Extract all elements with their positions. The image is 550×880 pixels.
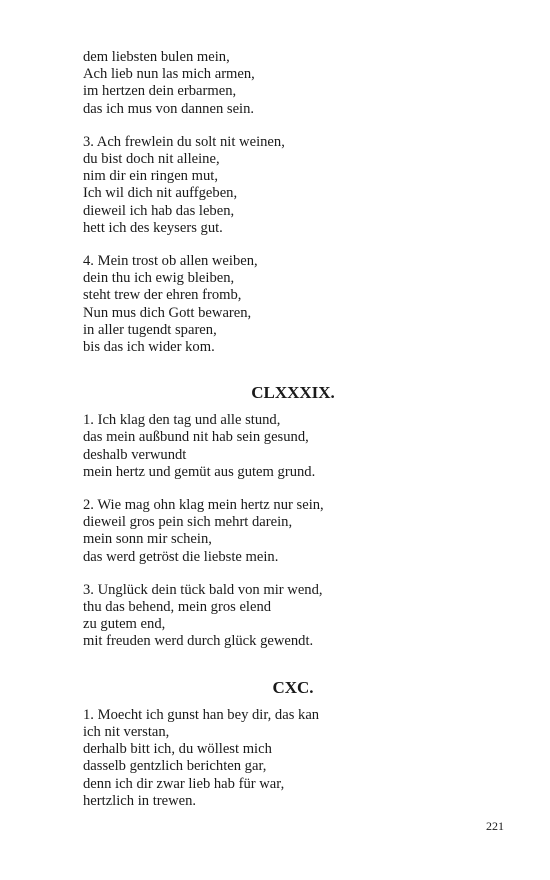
page-number: 221 (486, 819, 504, 833)
stanza-189-3 (83, 582, 503, 651)
verse-line: 4. Mein trost ob allen weiben, (83, 253, 258, 270)
verse-line: Nun mus dich Gott bewaren, (83, 304, 252, 321)
verse-line: das werd getröst die liebste mein. (83, 548, 279, 565)
verse-line: dieweil ich hab das leben, (83, 202, 235, 219)
verse-line: denn ich dir zwar lieb hab für war, (83, 775, 285, 792)
stanza-3 (83, 134, 503, 237)
stanza-190-1 (83, 707, 503, 810)
stanza-189-2 (83, 497, 503, 566)
verse-line: 1. Ich klag den tag und alle stund, (83, 412, 281, 429)
section-heading-190: CXC. (272, 677, 314, 697)
verse-line: Ach lieb nun las mich armen, (83, 66, 255, 83)
verse-line: zu gutem end, (83, 616, 166, 633)
verse-line: 2. Wie mag ohn klag mein hertz nur sein, (83, 497, 324, 514)
verse-line: derhalb bitt ich, du wöllest mich (83, 741, 272, 758)
verse-line: Ich wil dich nit auffgeben, (83, 185, 238, 202)
verse-line: im hertzen dein erbarmen, (83, 83, 237, 100)
verse-line: dein thu ich ewig bleiben, (83, 270, 235, 287)
verse-line: deshalb verwundt (83, 446, 187, 463)
verse-line: 1. Moecht ich gunst han bey dir, das kan (83, 706, 320, 723)
verse-line: das ich mus von dannen sein. (83, 100, 255, 117)
verse-line: 3. Unglück dein tück bald von mir wend, (83, 581, 323, 598)
verse-line: hertzlich in trewen. (83, 792, 197, 809)
verse-line: thu das behend, mein gros elend (83, 599, 272, 616)
verse-line: bis das ich wider kom. (83, 339, 215, 356)
verse-line: mein hertz und gemüt aus gutem grund. (83, 463, 316, 480)
stanza-189-1 (83, 412, 503, 481)
verse-line: dieweil gros pein sich mehrt darein, (83, 514, 293, 531)
verse-line: dasselb gentzlich berichten gar, (83, 758, 267, 775)
verse-line: das mein außbund nit hab sein gesund, (83, 429, 309, 446)
verse-line: mit freuden werd durch glück gewendt. (83, 633, 314, 650)
verse-line: hett ich des keysers gut. (83, 219, 223, 236)
verse-line: mein sonn mir schein, (83, 531, 212, 548)
verse-line: du bist doch nit alleine, (83, 151, 220, 168)
stanza-4 (83, 253, 503, 356)
verse-line: in aller tugendt sparen, (83, 321, 217, 338)
section-heading-189: CLXXXIX. (251, 383, 335, 403)
verse-line: dem liebsten bulen mein, (83, 49, 230, 65)
stanza-continuation (83, 49, 503, 118)
verse-line: ich nit verstan, (83, 723, 170, 740)
page-body (83, 49, 503, 810)
verse-line: steht trew der ehren fromb, (83, 287, 242, 304)
verse-line: nim dir ein ringen mut, (83, 168, 218, 185)
verse-line: 3. Ach frewlein du solt nit weinen, (83, 133, 285, 150)
